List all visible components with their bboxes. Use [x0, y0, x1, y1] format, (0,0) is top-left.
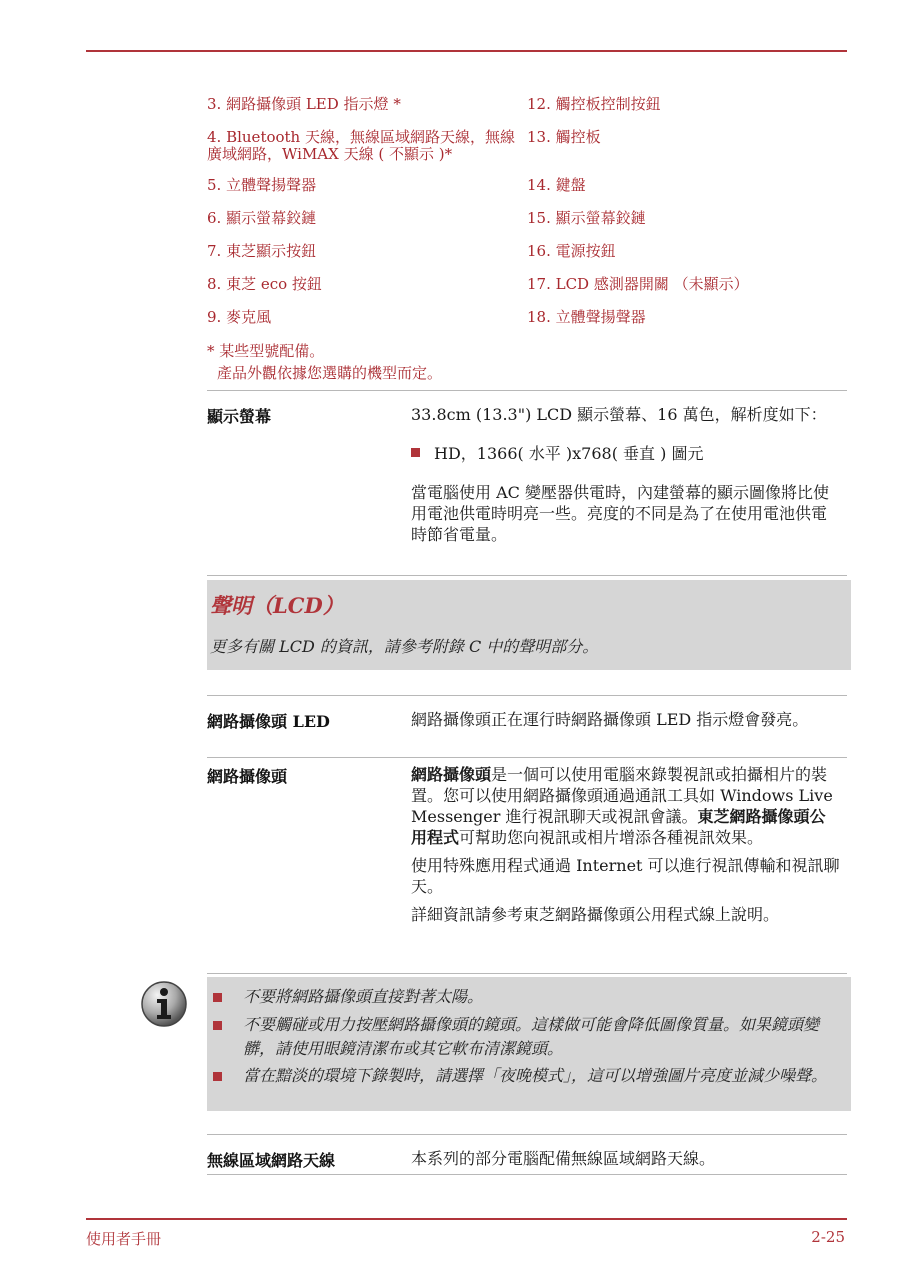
part-item: 4. Bluetooth 天線，無線區域網路天線，無線廣域網路，WiMAX 天線 ( 不顯示 )* [207, 128, 515, 163]
parts-row [207, 276, 847, 293]
divider [207, 575, 847, 576]
part-item: 18. 立體聲揚聲器 [527, 308, 646, 326]
parts-row [207, 177, 847, 194]
part-item: 3. 網路攝像頭 LED 指示燈 * [207, 95, 401, 113]
info-note-item [213, 1013, 843, 1061]
bullet-square-icon [213, 1021, 222, 1030]
part-item: 14. 鍵盤 [527, 176, 586, 194]
wlan-desc: 本系列的部分電腦配備無線區域網路天線。 [411, 1149, 716, 1168]
footer-title: 使用者手冊 [86, 1230, 162, 1248]
part-item: 5. 立體聲揚聲器 [207, 176, 317, 194]
part-item: 13. 觸控板 [527, 128, 601, 146]
divider [207, 695, 847, 696]
parts-row [207, 129, 847, 163]
part-item: 17. LCD 感測器開關 （未顯示） [527, 275, 749, 293]
part-item: 15. 顯示螢幕鉸鏈 [527, 209, 646, 227]
divider [207, 390, 847, 391]
webcam-desc-para [411, 764, 841, 848]
bullet-square-icon [213, 993, 222, 1002]
parts-row [207, 96, 847, 113]
footer-rule [86, 1218, 847, 1220]
page-number: 2-25 [811, 1228, 845, 1246]
parts-row [207, 243, 847, 260]
info-icon [140, 980, 188, 1028]
bullet-square-icon [411, 448, 420, 457]
display-resolution: HD，1366( 水平 )x768( 垂直 ) 圖元 [434, 444, 704, 463]
webcam-term: 網路攝像頭 [207, 767, 288, 786]
display-brightness-note: 當電腦使用 AC 變壓器供電時，內建螢幕的顯示圖像將比使用電池供電時明亮一些。亮度的不同是為了在使用電池供電時節省電量。 [411, 483, 829, 544]
footnote-availability: * 某些型號配備。 [207, 342, 325, 360]
divider [207, 1134, 847, 1135]
legal-note-box [207, 580, 851, 670]
display-desc [411, 404, 841, 545]
part-item: 12. 觸控板控制按鈕 [527, 95, 661, 113]
webcam-help-note: 詳細資訊請參考東芝網路攝像頭公用程式線上說明。 [411, 905, 780, 924]
part-item: 7. 東芝顯示按鈕 [207, 242, 317, 260]
webcam-internet-note: 使用特殊應用程式通過 Internet 可以進行視訊傳輸和視訊聊天。 [411, 856, 840, 896]
info-note-box [207, 977, 851, 1111]
webcam-led-term: 網路攝像頭 LED [207, 712, 330, 731]
part-item: 6. 顯示螢幕鉸鏈 [207, 209, 317, 227]
webcam-desc-text-b: 可幫助您向視訊或相片增添各種視訊效果。 [459, 828, 764, 847]
info-note-text: 當在黯淡的環境下錄製時，請選擇「夜晚模式」，這可以增強圖片亮度並減少噪聲。 [243, 1066, 828, 1085]
legal-note-title: 聲明（LCD） [210, 593, 344, 618]
display-spec: 33.8cm (13.3") LCD 顯示螢幕、16 萬色，解析度如下： [411, 405, 827, 424]
header-rule [86, 50, 847, 52]
part-item: 9. 麥克風 [207, 308, 272, 326]
info-note-item [213, 985, 843, 1009]
display-resolution-item [411, 443, 841, 464]
wlan-term: 無線區域網路天線 [207, 1151, 336, 1170]
webcam-led-desc: 網路攝像頭正在運行時網路攝像頭 LED 指示燈會發亮。 [411, 710, 809, 729]
divider [207, 757, 847, 758]
info-note-item [213, 1064, 843, 1088]
bullet-square-icon [213, 1072, 222, 1081]
webcam-desc [411, 764, 841, 925]
parts-row [207, 210, 847, 227]
parts-row [207, 309, 847, 326]
parts-list [207, 96, 847, 326]
legal-note-body: 更多有關 LCD 的資訊，請參考附錄 C 中的聲明部分。 [210, 637, 599, 656]
display-term: 顯示螢幕 [207, 407, 272, 426]
parts-footnote [207, 340, 442, 384]
webcam-utility-name: 東芝網路攝像頭公用程式 [411, 807, 826, 847]
webcam-desc-text-a: 是一個可以使用電腦來錄製視訊或拍攝相片的裝置。您可以使用網路攝像頭通過通訊工具如 Windows Live Messenger 進行視訊聊天或視訊會議。 [411, 765, 833, 826]
divider [207, 1174, 847, 1175]
part-item: 8. 東芝 eco 按鈕 [207, 275, 322, 293]
webcam-bold-term: 網路攝像頭 [411, 765, 492, 784]
part-item: 16. 電源按鈕 [527, 242, 616, 260]
info-note-text: 不要將網路攝像頭直接對著太陽。 [243, 987, 484, 1006]
info-note-text: 不要觸碰或用力按壓網路攝像頭的鏡頭。這樣做可能會降低圖像質量。如果鏡頭變髒，請使用眼鏡清潔布或其它軟布清潔鏡頭。 [243, 1015, 820, 1058]
divider [207, 973, 847, 974]
footnote-appearance: 產品外觀依據您選購的機型而定。 [217, 364, 443, 382]
